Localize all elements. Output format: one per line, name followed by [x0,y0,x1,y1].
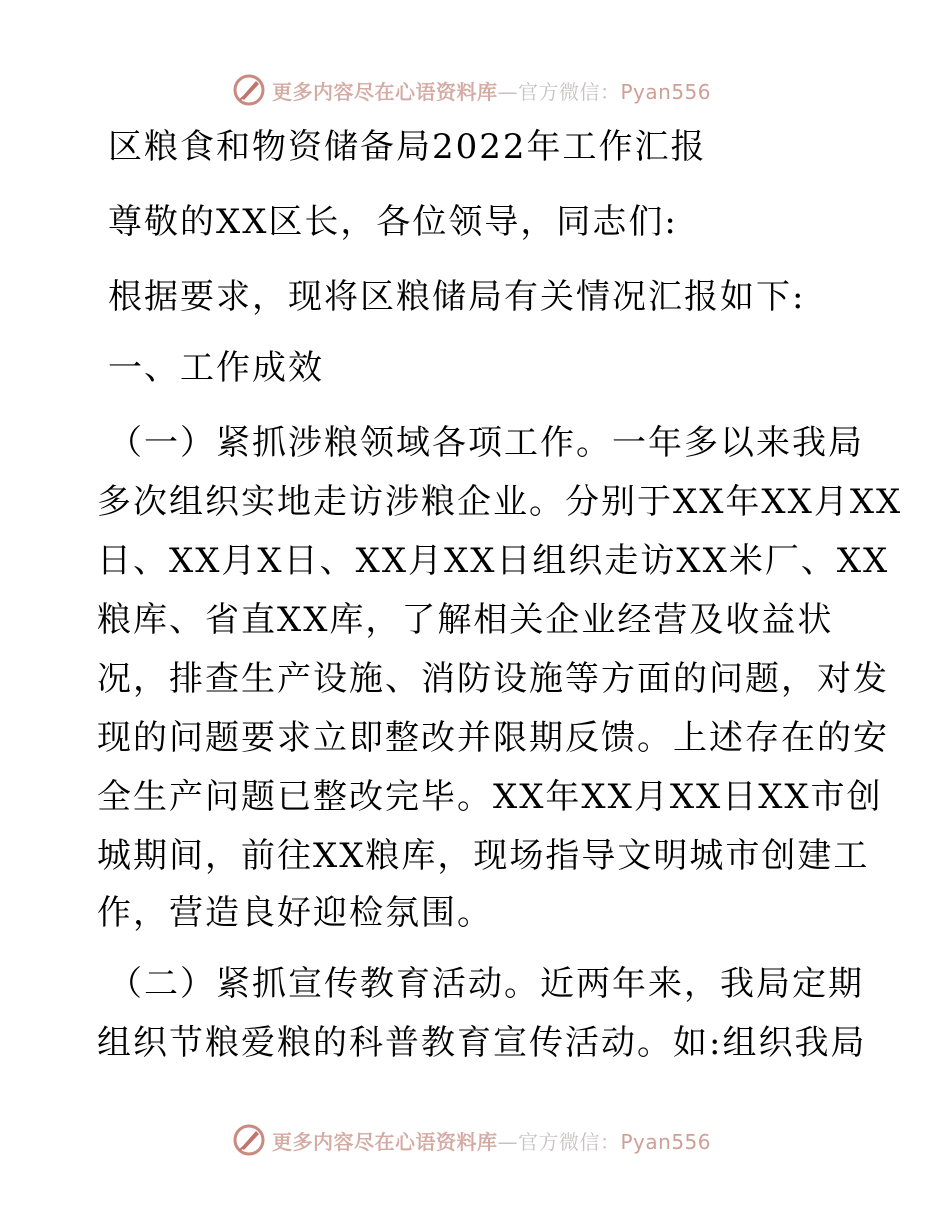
watermark-main: 更多内容尽在心语资料库 [272,1129,498,1154]
quill-pen-circle-icon [232,73,266,107]
salutation: 尊敬的XX区长，各位领导，同志们: [108,202,678,242]
watermark-text [272,76,711,105]
paragraph-line: 况，排查生产设施、消防设施等方面的问题，对发 [97,659,889,699]
watermark-footer [232,1122,711,1158]
paragraph-line: 组织节粮爱粮的科普教育宣传活动。如:组织我局 [97,1023,867,1063]
paragraph-line: （二）紧抓宣传教育活动。近两年来，我局定期 [108,964,864,1004]
paragraph-line: 全生产问题已整改完毕。XX年XX月XX日XX市创 [97,777,883,817]
paragraph-line: 作，营造良好迎检氛围。 [97,893,493,933]
watermark-main: 更多内容尽在心语资料库 [272,79,498,104]
paragraph-line: 城期间，前往XX粮库，现场指导文明城市创建工 [97,836,870,876]
watermark-id: Pyan556 [620,79,712,104]
watermark-header [232,72,711,108]
watermark-id: Pyan556 [620,1129,712,1154]
paragraph-line: 现的问题要求立即整改并限期反馈。上述存在的安 [97,718,889,758]
watermark-sub: —官方微信： [497,1129,621,1154]
watermark-text [272,1126,711,1155]
paragraph-line: （一）紧抓涉粮领域各项工作。一年多以来我局 [108,423,864,463]
document-title: 区粮食和物资储备局2022年工作汇报 [108,127,707,167]
quill-pen-circle-icon [232,1123,266,1157]
watermark-sub: —官方微信： [497,79,621,104]
intro-line: 根据要求，现将区粮储局有关情况汇报如下: [108,277,806,317]
paragraph-line: 粮库、省直XX库，了解相关企业经营及收益状 [97,600,834,640]
paragraph-line: 多次组织实地走访涉粮企业。分别于XX年XX月XX [97,482,903,522]
paragraph-line: 日、XX月X日、XX月XX日组织走访XX米厂、XX [97,541,890,581]
section-heading: 一、工作成效 [108,348,324,388]
